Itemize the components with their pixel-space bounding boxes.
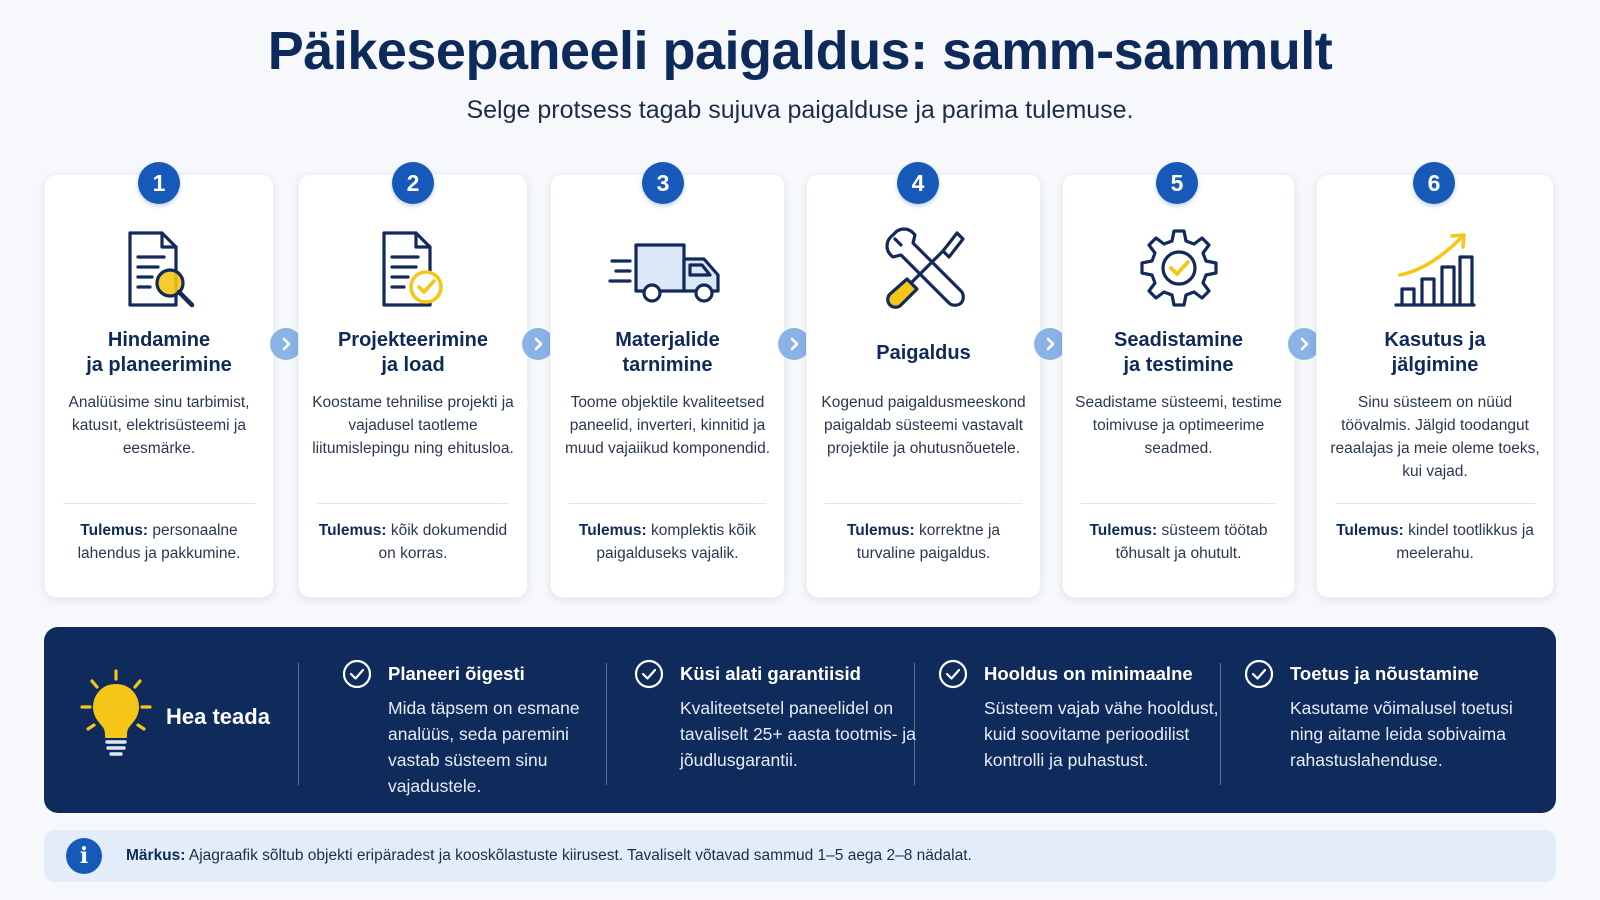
- tip-title: Küsi alati garantiisid: [680, 663, 861, 684]
- tip-text: Mida täpsem on esmane analüüs, seda paremini vastab süsteem sinu vajadustele.: [388, 698, 580, 796]
- document-check-icon: [368, 227, 458, 311]
- note-body: Ajagraafik sõltub objekti eripäradest ja kooskõlastuste kiirusest. Tavaliselt võtavad sammud 1–5 aega 2–8 nädalat.: [188, 847, 972, 864]
- info-icon: i: [66, 838, 102, 874]
- step-card-5: [1062, 174, 1295, 598]
- divider: [63, 503, 255, 504]
- step-description: Analüüsime sinu tarbimist, katusıt, elektrisüsteemi ja eesmärke.: [68, 394, 250, 457]
- divider: [1335, 503, 1535, 504]
- lightbulb-icon: [78, 669, 154, 766]
- check-circle-icon: [1244, 659, 1274, 689]
- step-number-badge: 5: [1156, 162, 1198, 204]
- step-description: Kogenud paigaldusmeeskond paigaldab süsteemi vastavalt projektile ja ohutusnõuetele.: [821, 394, 1026, 457]
- delivery-truck-icon: [608, 227, 728, 311]
- step-title: Seadistamine ja testimine: [1114, 329, 1243, 376]
- step-description: Koostame tehnilise projekti ja vajadusel taotleme liitumislepingu ning ehitusloa.: [312, 394, 514, 457]
- growth-chart-icon: [1390, 227, 1480, 311]
- step-number-badge: 2: [392, 162, 434, 204]
- result-label: Tulemus:: [846, 522, 915, 539]
- result-text: personaalne lahendus ja pakkumine.: [77, 522, 241, 562]
- step-result: [57, 519, 261, 565]
- step-description: Toome objektile kvaliteetsed paneelid, inverteri, kinnitid ja muud vajaiikud komponendid.: [564, 394, 771, 457]
- step-card-2: [298, 174, 528, 598]
- result-text: komplektis kõik paigalduseks vajalik.: [596, 522, 757, 562]
- divider: [1081, 503, 1276, 504]
- note-text: [126, 847, 972, 865]
- step-card-1: [44, 174, 274, 598]
- tip-title: Toetus ja nõustamine: [1290, 663, 1479, 684]
- wrench-screwdriver-icon: [879, 227, 969, 311]
- gear-check-icon: [1134, 227, 1224, 311]
- step-result: [1075, 519, 1282, 565]
- result-text: süsteem töötab tõhusalt ja ohutult.: [1115, 522, 1268, 562]
- result-text: kõik dokumendid on korras.: [378, 522, 508, 562]
- note-label: Märkus:: [126, 847, 186, 864]
- step-number-badge: 1: [138, 162, 180, 204]
- step-card-4: [806, 174, 1041, 598]
- divider: [606, 663, 607, 785]
- result-label: Tulemus:: [318, 522, 387, 539]
- step-number-badge: 6: [1413, 162, 1455, 204]
- tip-text: Süsteem vajab vähe hooldust, kuid soovitame perioodilist kontrolli ja puhastust.: [984, 698, 1219, 770]
- step-title: Paigaldus: [876, 341, 971, 364]
- tip-text: Kasutame võimalusel toetusi ning aitame leida sobivaima rahastuslahenduse.: [1290, 698, 1513, 770]
- step-result: [1329, 519, 1541, 565]
- result-label: Tulemus:: [1089, 522, 1158, 539]
- tips-heading-label: Hea teada: [166, 704, 270, 729]
- page-title: Päikesepaneeli paigaldus: samm-sammult: [267, 21, 1333, 81]
- step-result: [819, 519, 1028, 565]
- divider: [569, 503, 766, 504]
- tip-text: Kvaliteetsetel paneelidel on tavaliselt 25+ aasta tootmis- ja jõudlusgarantii.: [680, 698, 916, 770]
- check-circle-icon: [342, 659, 372, 689]
- divider: [825, 503, 1022, 504]
- step-description: Sinu süsteem on nüüd töövalmis. Jälgid toodangut reaalajas ja meie oleme toeks, kui vajad.: [1330, 394, 1540, 480]
- check-circle-icon: [634, 659, 664, 689]
- step-number-badge: 3: [642, 162, 684, 204]
- step-title: Materjalide tarnimine: [615, 329, 720, 376]
- document-search-icon: [114, 227, 204, 311]
- step-title: Hindamine ja planeerimine: [86, 329, 232, 376]
- tip-title: Hooldus on minimaalne: [984, 663, 1193, 684]
- divider: [317, 503, 509, 504]
- step-result: [563, 519, 772, 565]
- tips-panel: [44, 627, 1556, 813]
- check-circle-icon: [938, 659, 968, 689]
- step-title: Projekteerimine ja load: [337, 329, 489, 376]
- tips-heading: [78, 667, 288, 767]
- tip-title: Planeeri õigesti: [388, 663, 525, 684]
- step-card-6: [1316, 174, 1554, 598]
- result-text: kindel tootlikkus ja meelerahu.: [1396, 522, 1534, 562]
- step-card-3: [550, 174, 785, 598]
- step-number-badge: 4: [897, 162, 939, 204]
- result-label: Tulemus:: [80, 522, 149, 539]
- note-bar: [44, 830, 1556, 882]
- page-subtitle: Selge protsess tagab sujuva paigalduse ja parima tulemuse.: [466, 96, 1134, 124]
- step-result: [311, 519, 515, 565]
- divider: [298, 663, 299, 785]
- step-description: Seadistame süsteemi, testime toimivuse ja optimeerime seadmed.: [1075, 394, 1282, 457]
- result-label: Tulemus:: [1336, 522, 1404, 539]
- result-text: korrektne ja turvaline paigaldus.: [856, 522, 1001, 562]
- step-title: Kasutus ja jälgimine: [1384, 329, 1486, 376]
- result-label: Tulemus:: [578, 522, 647, 539]
